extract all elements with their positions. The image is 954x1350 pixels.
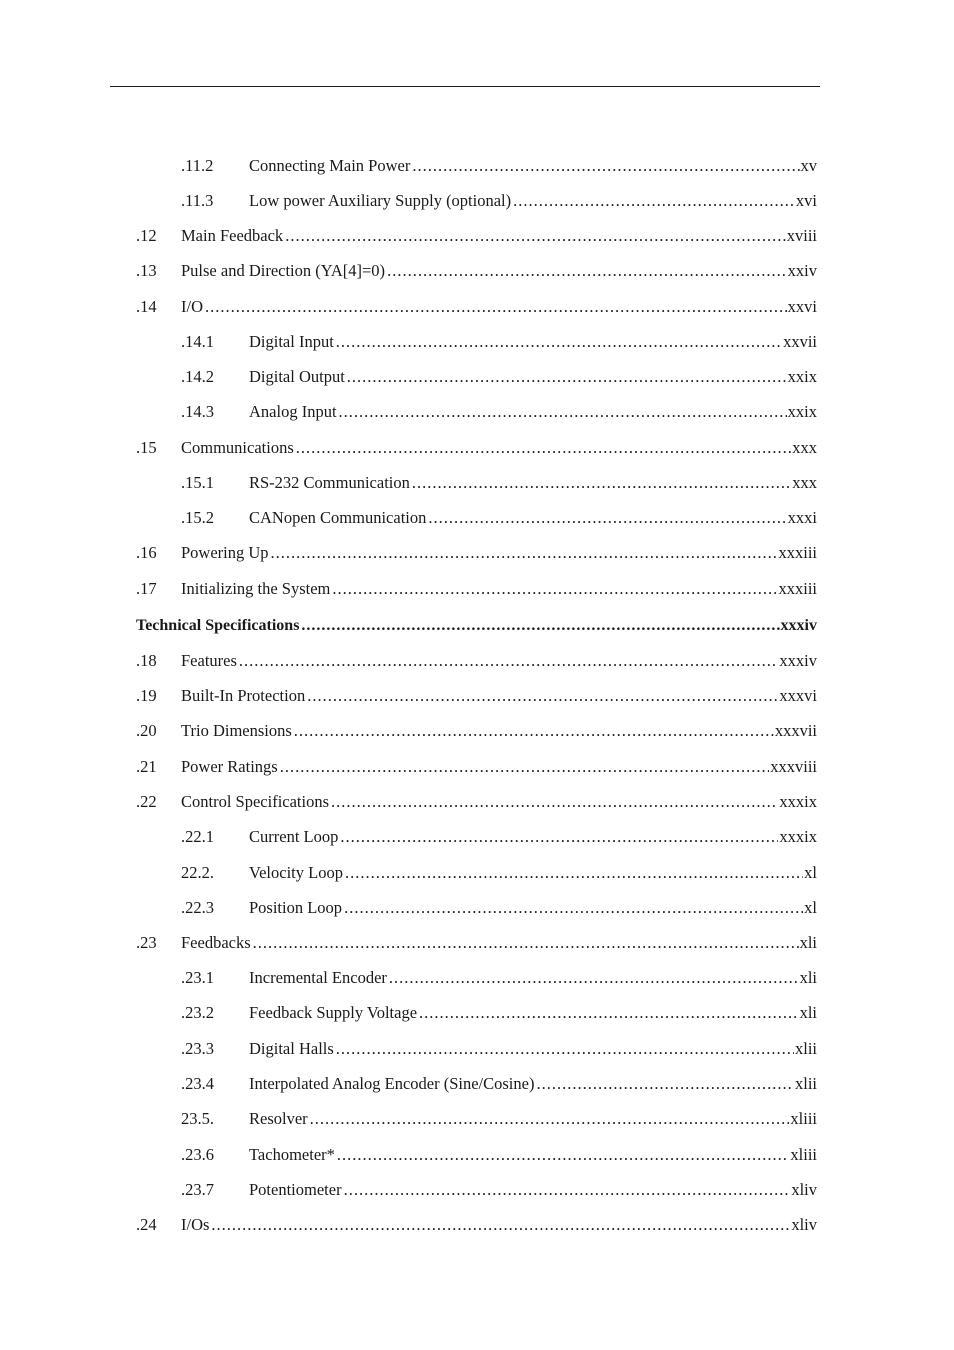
toc-title: Connecting Main Power: [249, 156, 411, 175]
toc-entry[interactable]: [0, 363, 954, 391]
toc-page-number: xxxix: [779, 792, 817, 811]
toc-chapter-entry[interactable]: [0, 612, 954, 640]
toc-page-number: xxxiii: [778, 543, 817, 562]
dot-leader: [336, 1035, 794, 1063]
toc-number: .15: [136, 438, 157, 457]
toc-number: .23.1: [181, 968, 214, 987]
dot-leader: [239, 647, 779, 675]
toc-title: Built-In Protection: [181, 686, 306, 705]
toc-entry[interactable]: [0, 964, 954, 992]
toc-number: .23.7: [181, 1180, 214, 1199]
toc-entry[interactable]: [0, 788, 954, 816]
toc-number: .21: [136, 757, 157, 776]
toc-page-number: xxx: [792, 438, 817, 457]
toc-number: .22: [136, 792, 157, 811]
toc-title: Control Specifications: [181, 792, 330, 811]
toc-page-number: xli: [799, 933, 817, 952]
dot-leader: [513, 187, 795, 215]
toc-number: .14.3: [181, 402, 214, 421]
toc-title: Feedback Supply Voltage: [249, 1003, 418, 1022]
toc-number: .23.4: [181, 1074, 214, 1093]
toc-number: 23.5.: [181, 1109, 214, 1128]
toc-title: RS-232 Communication: [249, 473, 410, 492]
toc-title: Main Feedback: [181, 226, 284, 245]
toc-entry[interactable]: [0, 257, 954, 285]
dot-leader: [253, 929, 799, 957]
toc-page-number: xl: [804, 863, 817, 882]
toc-page-number: xxxiv: [780, 617, 817, 634]
toc-page-number: xvi: [795, 191, 817, 210]
toc-entry[interactable]: [0, 1176, 954, 1204]
toc-number: .23: [136, 933, 157, 952]
toc-title: Power Ratings: [181, 757, 278, 776]
toc-number: .15.2: [181, 508, 214, 527]
toc-title: Digital Output: [249, 367, 345, 386]
toc-title: Interpolated Analog Encoder (Sine/Cosine): [249, 1074, 535, 1093]
toc-entry[interactable]: [0, 539, 954, 567]
toc-entry[interactable]: [0, 717, 954, 745]
toc-entry[interactable]: [0, 398, 954, 426]
dot-leader: [345, 859, 803, 887]
toc-number: .14.1: [181, 332, 214, 351]
toc-page-number: xxxi: [787, 508, 817, 527]
toc-page-number: xviii: [786, 226, 817, 245]
toc-number: .17: [136, 579, 157, 598]
toc-entry[interactable]: [0, 504, 954, 532]
dot-leader: [344, 1176, 791, 1204]
toc-entry[interactable]: [0, 328, 954, 356]
toc-number: .11.2: [181, 156, 214, 175]
toc-number: .14: [136, 297, 157, 316]
toc-number: .18: [136, 651, 157, 670]
toc-entry[interactable]: [0, 1105, 954, 1133]
toc-title: Incremental Encoder: [249, 968, 387, 987]
toc-page-number: xlii: [794, 1039, 817, 1058]
dot-leader: [271, 539, 778, 567]
toc-entry[interactable]: [0, 929, 954, 957]
toc-number: .23.2: [181, 1003, 214, 1022]
toc-number: .19: [136, 686, 157, 705]
toc-title: I/Os: [181, 1215, 210, 1234]
toc-page-number: xxix: [787, 402, 817, 421]
toc-page-number: xxiv: [787, 261, 817, 280]
dot-leader: [331, 788, 778, 816]
dot-leader: [211, 1211, 790, 1239]
dot-leader: [336, 328, 782, 356]
toc-number: .23.6: [181, 1145, 214, 1164]
toc-entry[interactable]: [0, 1070, 954, 1098]
dot-leader: [347, 363, 787, 391]
toc-entry[interactable]: [0, 999, 954, 1027]
toc-number: .22.1: [181, 827, 214, 846]
toc-number: .12: [136, 226, 157, 245]
toc-title: Communications: [181, 438, 294, 457]
toc-entry[interactable]: [0, 152, 954, 180]
toc-number: 22.2.: [181, 863, 214, 882]
dot-leader: [412, 152, 799, 180]
toc-page-number: xxxix: [779, 827, 817, 846]
toc-page-number: xl: [804, 898, 817, 917]
toc-entry[interactable]: [0, 682, 954, 710]
toc-title: Resolver: [249, 1109, 308, 1128]
toc-page-number: xxix: [787, 367, 817, 386]
toc-title: Position Loop: [249, 898, 343, 917]
dot-leader: [307, 682, 778, 710]
dot-leader: [332, 575, 777, 603]
toc-chapter-title: Technical Specifications: [136, 617, 300, 634]
toc-number: .22.3: [181, 898, 214, 917]
toc-entry[interactable]: [0, 1211, 954, 1239]
toc-page-number: xxxiv: [779, 651, 817, 670]
toc-title: Analog Input: [249, 402, 337, 421]
dot-leader: [536, 1070, 794, 1098]
dot-leader: [339, 398, 787, 426]
dot-leader: [296, 434, 792, 462]
toc-title: Trio Dimensions: [181, 721, 292, 740]
dot-leader: [389, 964, 799, 992]
toc-entry[interactable]: [0, 1141, 954, 1169]
toc-title: Velocity Loop: [249, 863, 343, 882]
toc-page-number: xliii: [790, 1145, 817, 1164]
toc-page-number: xv: [800, 156, 817, 175]
toc-title: Digital Input: [249, 332, 334, 351]
toc-page-number: xxxviii: [770, 757, 817, 776]
toc-title: Digital Halls: [249, 1039, 334, 1058]
toc-title: Tachometer*: [249, 1145, 335, 1164]
toc-number: .24: [136, 1215, 157, 1234]
dot-leader: [310, 1105, 790, 1133]
toc-title: Current Loop: [249, 827, 339, 846]
toc-entry[interactable]: [0, 894, 954, 922]
dot-leader: [294, 717, 774, 745]
toc-entry[interactable]: [0, 647, 954, 675]
toc-entry[interactable]: [0, 753, 954, 781]
toc-title: Potentiometer: [249, 1180, 342, 1199]
toc-page-number: xli: [799, 968, 817, 987]
toc-entry[interactable]: [0, 1035, 954, 1063]
toc-number: .20: [136, 721, 157, 740]
toc-page-number: xliii: [790, 1109, 817, 1128]
toc-entry[interactable]: [0, 823, 954, 851]
toc-title: CANopen Communication: [249, 508, 427, 527]
dot-leader: [412, 469, 791, 497]
toc-entry[interactable]: [0, 859, 954, 887]
toc-page-number: xxvii: [783, 332, 817, 351]
dot-leader: [285, 222, 786, 250]
toc-number: .14.2: [181, 367, 214, 386]
dot-leader: [344, 894, 803, 922]
toc-entry[interactable]: [0, 187, 954, 215]
toc-page-number: xxxvi: [779, 686, 817, 705]
toc-number: .13: [136, 261, 157, 280]
toc-number: .11.3: [181, 191, 214, 210]
toc-page-number: xxvi: [787, 297, 817, 316]
toc-page-number: xxxvii: [774, 721, 817, 740]
dot-leader: [205, 293, 787, 321]
toc-title: Initializing the System: [181, 579, 331, 598]
toc-number: .16: [136, 543, 157, 562]
toc-entry[interactable]: [0, 222, 954, 250]
toc-title: Feedbacks: [181, 933, 251, 952]
dot-leader: [428, 504, 786, 532]
toc-page-number: xxxiii: [778, 579, 817, 598]
toc-entry[interactable]: [0, 434, 954, 462]
toc-page-number: xlii: [794, 1074, 817, 1093]
dot-leader: [419, 999, 799, 1027]
toc-title: Low power Auxiliary Supply (optional): [249, 191, 512, 210]
dot-leader: [280, 753, 770, 781]
toc-title: I/O: [181, 297, 203, 316]
dot-leader: [337, 1141, 790, 1169]
toc-title: Pulse and Direction (YA[4]=0): [181, 261, 386, 280]
toc-entry[interactable]: [0, 469, 954, 497]
header-rule: [110, 86, 820, 87]
dot-leader: [340, 823, 778, 851]
dot-leader: [387, 257, 787, 285]
toc-page-number: xli: [799, 1003, 817, 1022]
dot-leader: [301, 612, 779, 640]
toc-title: Features: [181, 651, 237, 670]
toc-entry[interactable]: [0, 575, 954, 603]
toc-page-number: xliv: [791, 1180, 817, 1199]
toc-title: Powering Up: [181, 543, 269, 562]
toc-number: .23.3: [181, 1039, 214, 1058]
toc-number: .15.1: [181, 473, 214, 492]
toc-page-number: xliv: [791, 1215, 817, 1234]
toc-page-number: xxx: [792, 473, 817, 492]
toc-entry[interactable]: [0, 293, 954, 321]
